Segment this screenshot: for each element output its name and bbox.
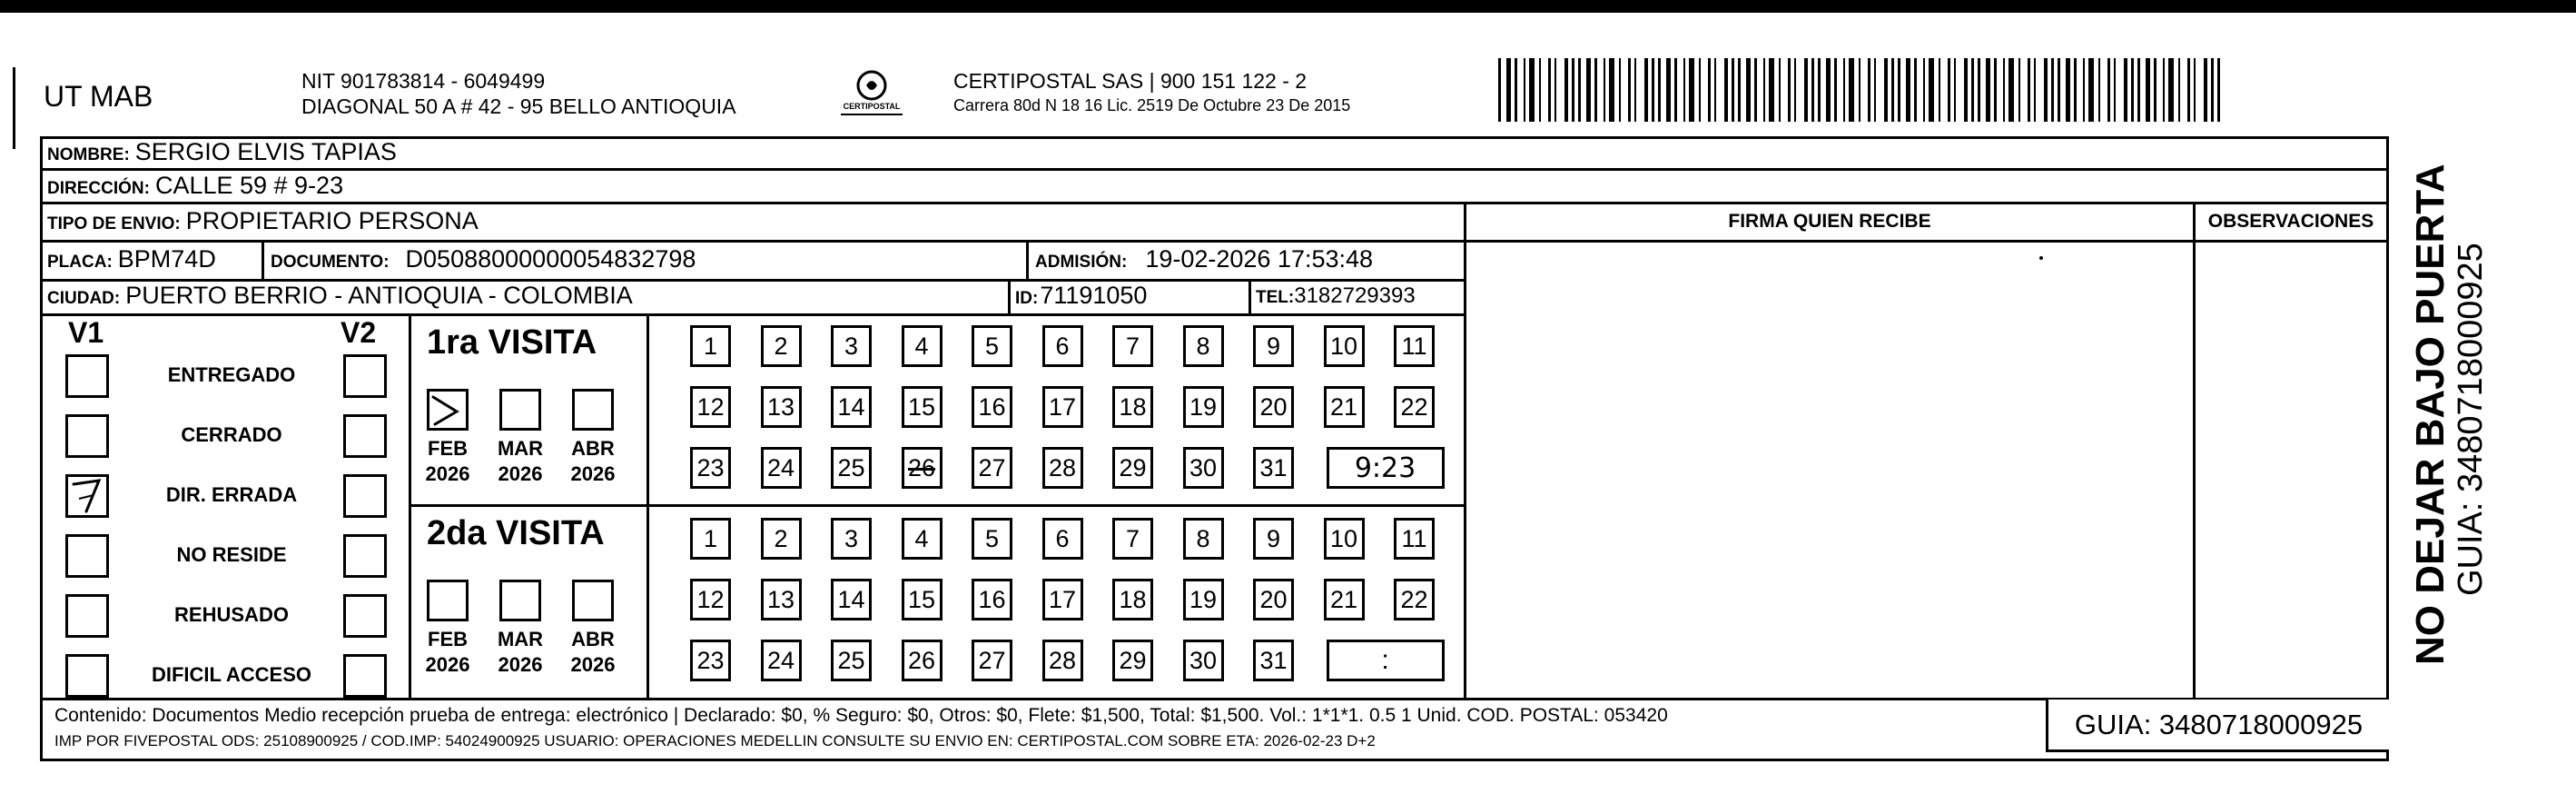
- admision-value: 19-02-2026 17:53:48: [1145, 245, 1374, 273]
- barcode-bar: [1826, 58, 1831, 122]
- barcode-bar: [2066, 58, 2070, 122]
- barcode-bar: [1652, 58, 1654, 122]
- barcode-bar: [1939, 58, 1940, 122]
- day-box[interactable]: 4: [902, 325, 943, 367]
- row-line-1: [40, 168, 2389, 171]
- v2-checkbox[interactable]: [343, 414, 387, 458]
- day-box[interactable]: 4: [902, 518, 943, 560]
- company-address: DIAGONAL 50 A # 42 - 95 BELLO ANTIOQUIA: [301, 94, 736, 118]
- barcode-bar: [1898, 58, 1900, 122]
- barcode-bar: [1874, 58, 1876, 122]
- barcode-bar: [2098, 58, 2100, 122]
- barcode-bar: [1529, 58, 1535, 122]
- top-edge-bar: [0, 0, 2576, 13]
- barcode-bar: [2083, 58, 2085, 122]
- barcode-bar: [1666, 58, 1671, 122]
- day-box[interactable]: 15: [902, 386, 943, 428]
- day-box[interactable]: 24: [761, 640, 802, 681]
- barcode-bar: [2074, 58, 2077, 122]
- direccion-field: [47, 172, 343, 200]
- barcode-bar: [2178, 58, 2180, 122]
- day-box[interactable]: 24: [761, 447, 802, 489]
- carrier-address: Carrera 80d N 18 16 Lic. 2519 De Octubre 23 De 2015: [953, 96, 1351, 114]
- month-checkbox[interactable]: [572, 389, 614, 431]
- time-box[interactable]: 9:23: [1327, 447, 1445, 489]
- day-box[interactable]: 9: [1253, 518, 1294, 560]
- barcode-bar: [1674, 58, 1677, 122]
- tipo-envio-value: PROPIETARIO PERSONA: [185, 207, 479, 234]
- certipostal-logo: [835, 65, 908, 125]
- day-box[interactable]: 5: [972, 325, 1012, 367]
- barcode-bar: [1978, 58, 1980, 122]
- nombre-label: NOMBRE:: [47, 145, 130, 164]
- barcode-bar: [1859, 58, 1860, 122]
- divider-id: [1008, 279, 1011, 313]
- v1-checkbox[interactable]: [65, 354, 109, 398]
- barcode-bar: [1929, 58, 1934, 122]
- barcode-bar: [1644, 58, 1648, 122]
- company-name: UT MAB: [44, 80, 153, 113]
- tipo-envio-field: [47, 207, 479, 235]
- month-label: ABR: [571, 628, 615, 650]
- barcode-bar: [1738, 58, 1741, 122]
- barcode-bar: [1714, 58, 1716, 122]
- barcode-bar: [1763, 58, 1765, 122]
- v2-checkbox[interactable]: [343, 654, 387, 698]
- barcode-bar: [1954, 58, 1956, 122]
- day-box[interactable]: 26: [902, 640, 943, 681]
- barcode-bar: [2034, 58, 2036, 122]
- id-value: 71191050: [1040, 282, 1148, 309]
- barcode-bar: [2018, 58, 2020, 122]
- day-box[interactable]: 5: [972, 518, 1012, 560]
- barcode-bar: [1779, 58, 1781, 122]
- barcode-bar: [2137, 58, 2140, 122]
- divider-placa: [262, 243, 264, 279]
- barcode-bar: [1754, 58, 1757, 122]
- barcode-bar: [1539, 58, 1541, 122]
- barcode-bar: [1609, 58, 1614, 122]
- barcode-bar: [2154, 58, 2157, 122]
- month-year: 2026: [425, 462, 470, 485]
- barcode-bar: [1572, 58, 1574, 122]
- day-box[interactable]: 27: [972, 640, 1012, 681]
- barcode-bar: [1818, 58, 1821, 122]
- barcode-bar: [2211, 58, 2214, 122]
- day-box[interactable]: 12: [690, 386, 731, 428]
- v1-checkbox[interactable]: [65, 654, 109, 698]
- month-year: 2026: [425, 653, 470, 676]
- month-label: MAR: [497, 437, 544, 460]
- row-line-5: [40, 313, 1466, 316]
- row-line-2: [40, 202, 2389, 204]
- status-label: ENTREGADO: [167, 363, 296, 386]
- day-box[interactable]: 29: [1112, 640, 1153, 681]
- day-box[interactable]: 16: [972, 579, 1012, 620]
- month-label: FEB: [428, 437, 468, 460]
- carrier-name: CERTIPOSTAL SAS | 900 151 122 - 2: [953, 69, 1308, 93]
- barcode-bar: [1986, 58, 1990, 122]
- admision-label: ADMISIÓN:: [1035, 253, 1128, 272]
- footer-top-line: [40, 698, 2389, 700]
- status-label: DIR. ERRADA: [165, 483, 298, 506]
- left-edge-line: [13, 67, 15, 149]
- day-box[interactable]: 6: [1042, 325, 1083, 367]
- day-box[interactable]: 13: [761, 579, 802, 620]
- tel-value: 3182729393: [1294, 283, 1416, 308]
- barcode-bar: [2003, 58, 2005, 122]
- day-box[interactable]: 7: [1112, 325, 1153, 367]
- barcode-bar: [2124, 58, 2127, 122]
- divider-tel: [1249, 279, 1251, 313]
- day-box[interactable]: 29: [1112, 447, 1153, 489]
- day-box[interactable]: 8: [1183, 518, 1224, 560]
- day-box[interactable]: 30: [1183, 447, 1224, 489]
- barcode-bar: [2088, 58, 2094, 122]
- barcode-bar: [1524, 58, 1525, 122]
- status-label: CERRADO: [181, 423, 282, 446]
- visit1-title: 1ra VISITA: [427, 323, 597, 362]
- ciudad-label: CIUDAD:: [47, 289, 121, 308]
- day-box[interactable]: 16: [972, 386, 1012, 428]
- barcode-bar: [1746, 58, 1751, 122]
- barcode-bar: [1811, 58, 1814, 122]
- barcode-bar: [1689, 58, 1694, 122]
- barcode-bar: [1732, 58, 1734, 122]
- barcode-bar: [1868, 58, 1870, 122]
- day-box[interactable]: 1: [690, 518, 731, 560]
- barcode-bar: [2044, 58, 2048, 122]
- barcode-bar: [2131, 58, 2134, 122]
- day-box[interactable]: 20: [1253, 386, 1294, 428]
- day-box[interactable]: 28: [1042, 640, 1083, 681]
- day-box[interactable]: 27: [972, 447, 1012, 489]
- day-box[interactable]: 11: [1394, 325, 1435, 367]
- status-label: REHUSADO: [174, 603, 289, 626]
- day-box[interactable]: 10: [1324, 325, 1365, 367]
- day-box[interactable]: 17: [1042, 386, 1083, 428]
- v2-checkbox[interactable]: [343, 354, 387, 398]
- v2-checkbox[interactable]: [343, 534, 387, 578]
- barcode-bar: [1804, 58, 1808, 122]
- day-box[interactable]: 19: [1183, 579, 1224, 620]
- day-box[interactable]: 3: [831, 325, 872, 367]
- barcode: [1498, 58, 2225, 122]
- barcode-bar: [1708, 58, 1711, 122]
- month-checkbox[interactable]: [427, 580, 469, 621]
- barcode-bar: [1554, 58, 1556, 122]
- v2-label: V2: [341, 316, 377, 349]
- day-box[interactable]: 30: [1183, 640, 1224, 681]
- v2-checkbox[interactable]: [343, 594, 387, 638]
- direccion-label: DIRECCIÓN:: [47, 179, 150, 198]
- day-box[interactable]: 31: [1253, 447, 1294, 489]
- day-box[interactable]: 14: [831, 579, 872, 620]
- barcode-bar: [1634, 58, 1636, 122]
- day-box[interactable]: 22: [1394, 386, 1435, 428]
- barcode-bar: [2051, 58, 2054, 122]
- day-box[interactable]: 2: [761, 518, 802, 560]
- barcode-bar: [1699, 58, 1701, 122]
- placa-value: BPM74D: [117, 245, 216, 273]
- day-box[interactable]: 2: [761, 325, 802, 367]
- barcode-bar: [2194, 58, 2196, 122]
- barcode-bar: [1724, 58, 1728, 122]
- row-line-3: [40, 240, 2389, 243]
- barcode-bar: [1994, 58, 1997, 122]
- barcode-bar: [1971, 58, 1974, 122]
- barcode-bar: [2028, 58, 2030, 122]
- month-year: 2026: [570, 653, 616, 676]
- card-top-right-edge: [2386, 136, 2389, 209]
- barcode-bar: [2114, 58, 2116, 122]
- observaciones-header: OBSERVACIONES: [2207, 211, 2374, 232]
- barcode-bar: [1788, 58, 1791, 122]
- barcode-bar: [2058, 58, 2060, 122]
- time-box[interactable]: :: [1327, 640, 1445, 681]
- day-box[interactable]: 21: [1324, 386, 1365, 428]
- v2-checkbox[interactable]: [343, 474, 387, 518]
- placa-field: [47, 245, 216, 273]
- barcode-bar: [1515, 58, 1517, 122]
- month-checkbox[interactable]: [572, 580, 614, 621]
- barcode-bar: [1964, 58, 1968, 122]
- status-label: DIFICIL ACCESO: [151, 663, 311, 686]
- day-box[interactable]: 19: [1183, 386, 1224, 428]
- tel-field: [1256, 283, 1416, 309]
- barcode-bar: [1564, 58, 1568, 122]
- barcode-bar: [1794, 58, 1796, 122]
- tipo-envio-label: TIPO DE ENVIO:: [47, 214, 181, 233]
- ciudad-field: [47, 282, 633, 310]
- nombre-value: SERGIO ELVIS TAPIAS: [134, 138, 397, 165]
- day-box[interactable]: 11: [1394, 518, 1435, 560]
- barcode-bar: [1923, 58, 1925, 122]
- month-checkbox[interactable]: [499, 389, 541, 431]
- documento-label: DOCUMENTO:: [271, 253, 390, 272]
- divider-observaciones-left: [2193, 204, 2196, 698]
- footer-imp: IMP POR FIVEPOSTAL ODS: 25108900925 / COD.IMP: 54024900925 USUARIO: OPERACIONES MEDELLIN CONSULTE SU ENVIO EN: CERTIPOSTAL.COM SOBRE ETA: 2026-02-23 D+2: [54, 732, 1376, 749]
- day-box[interactable]: 6: [1042, 518, 1083, 560]
- barcode-bar: [1884, 58, 1888, 122]
- month-label: FEB: [428, 628, 468, 650]
- barcode-bar: [1914, 58, 1917, 122]
- barcode-bar: [1498, 58, 1501, 122]
- v1-checkbox[interactable]: [65, 414, 109, 458]
- firma-header: FIRMA QUIEN RECIBE: [1728, 211, 1931, 232]
- divider-admision: [1026, 243, 1029, 279]
- day-box[interactable]: 23: [690, 447, 731, 489]
- day-box[interactable]: 7: [1112, 518, 1153, 560]
- v1-checkbox[interactable]: [65, 474, 109, 518]
- day-box[interactable]: 10: [1324, 518, 1365, 560]
- day-box[interactable]: 20: [1253, 579, 1294, 620]
- barcode-bar: [1578, 58, 1581, 122]
- day-box[interactable]: 17: [1042, 579, 1083, 620]
- visit2-title: 2da VISITA: [427, 514, 605, 552]
- barcode-bar: [1548, 58, 1551, 122]
- day-box[interactable]: 18: [1112, 579, 1153, 620]
- day-box[interactable]: 13: [761, 386, 802, 428]
- barcode-bar: [1506, 58, 1511, 122]
- barcode-bar: [2217, 58, 2220, 122]
- barcode-bar: [1658, 58, 1661, 122]
- day-box[interactable]: 18: [1112, 386, 1153, 428]
- barcode-bar: [2163, 58, 2165, 122]
- month-checkbox[interactable]: [427, 389, 469, 431]
- direccion-value: CALLE 59 # 9-23: [154, 172, 344, 199]
- day-box[interactable]: 8: [1183, 325, 1224, 367]
- day-box[interactable]: 14: [831, 386, 872, 428]
- divider-visits: [409, 504, 1466, 507]
- month-label: ABR: [571, 437, 615, 460]
- side-guia: GUIA: 3480718000925: [2452, 243, 2490, 596]
- id-field: [1015, 282, 1147, 310]
- barcode-bar: [2204, 58, 2207, 122]
- documento-field: [271, 245, 696, 273]
- month-label: MAR: [497, 628, 544, 650]
- barcode-bar: [1769, 58, 1774, 122]
- logo-text: CERTIPOSTAL: [843, 102, 901, 111]
- day-box[interactable]: 26: [902, 447, 943, 489]
- divider-right: [2386, 204, 2389, 698]
- no-dejar-bajo-puerta: NO DEJAR BAJO PUERTA: [2408, 164, 2453, 665]
- v1-checkbox[interactable]: [65, 534, 109, 578]
- day-box[interactable]: 25: [831, 447, 872, 489]
- barcode-bar: [1586, 58, 1591, 122]
- barcode-bar: [1906, 58, 1910, 122]
- day-box[interactable]: 9: [1253, 325, 1294, 367]
- month-year: 2026: [498, 462, 543, 485]
- day-box[interactable]: 3: [831, 518, 872, 560]
- barcode-bar: [1628, 58, 1631, 122]
- day-box[interactable]: 23: [690, 640, 731, 681]
- barcode-bar: [1834, 58, 1837, 122]
- day-box[interactable]: 28: [1042, 447, 1083, 489]
- barcode-bar: [2107, 58, 2110, 122]
- barcode-bar: [2146, 58, 2150, 122]
- handwritten-check-icon: [429, 392, 466, 428]
- day-box[interactable]: 1: [690, 325, 731, 367]
- barcode-bar: [1849, 58, 1854, 122]
- day-box[interactable]: 15: [902, 579, 943, 620]
- month-year: 2026: [498, 653, 543, 676]
- day-box[interactable]: 22: [1394, 579, 1435, 620]
- month-year: 2026: [570, 462, 616, 485]
- ciudad-value: PUERTO BERRIO - ANTIOQUIA - COLOMBIA: [125, 282, 633, 309]
- divider-firma-left: [1464, 204, 1466, 698]
- documento-value: D05088000000054832798: [405, 245, 696, 273]
- v1-label: V1: [68, 316, 104, 349]
- id-label: ID:: [1015, 289, 1039, 308]
- admision-field: [1035, 245, 1373, 273]
- guia-box: GUIA: 3480718000925: [2046, 700, 2389, 752]
- barcode-bar: [1948, 58, 1950, 122]
- nombre-field: [47, 138, 397, 166]
- handwritten-check-icon: [68, 477, 106, 515]
- day-box[interactable]: 21: [1324, 579, 1365, 620]
- barcode-bar: [2168, 58, 2174, 122]
- signature-mark: [2039, 256, 2043, 260]
- barcode-bar: [1683, 58, 1685, 122]
- day-box[interactable]: 12: [690, 579, 731, 620]
- nit-text: NIT 901783814 - 6049499: [301, 69, 546, 93]
- barcode-bar: [1843, 58, 1845, 122]
- barcode-bar: [2187, 58, 2190, 122]
- day-box[interactable]: 25: [831, 640, 872, 681]
- placa-label: PLACA:: [47, 253, 113, 272]
- v1-checkbox[interactable]: [65, 594, 109, 638]
- barcode-bar: [1594, 58, 1597, 122]
- barcode-bar: [1604, 58, 1605, 122]
- footer-contenido: Contenido: Documentos Medio recepción prueba de entrega: electrónico | Declarado: $0, % Seguro: $0, Otros: $0, Flete: $1,500, Total: $1,500. Vol.: 1*1*1. 0.5 1 Unid. COD. POSTAL: 053420: [54, 705, 1668, 726]
- barcode-bar: [1619, 58, 1621, 122]
- tel-label: TEL:: [1256, 288, 1295, 307]
- barcode-bar: [1891, 58, 1894, 122]
- month-checkbox[interactable]: [499, 580, 541, 621]
- status-label: NO RESIDE: [176, 543, 287, 566]
- barcode-bar: [2008, 58, 2014, 122]
- day-box[interactable]: 31: [1253, 640, 1294, 681]
